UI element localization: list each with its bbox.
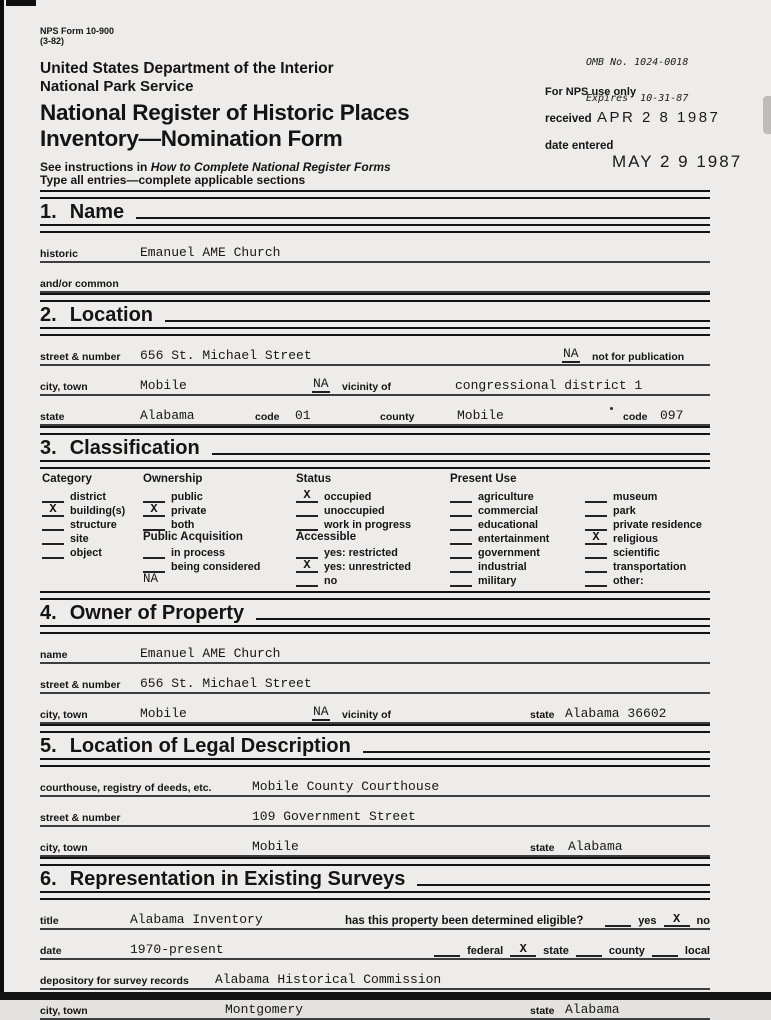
county-option-label: county xyxy=(608,945,645,957)
checkbox-educational xyxy=(450,517,549,531)
city-value: Mobile xyxy=(140,378,187,393)
not-for-publication-label: not for publication xyxy=(592,351,685,363)
scan-artifact-left-edge xyxy=(0,0,4,1000)
federal-label: federal xyxy=(467,945,504,957)
checkbox-label: other: xyxy=(613,575,644,587)
date-entered-label: date entered xyxy=(545,140,614,152)
checkbox-line xyxy=(585,559,607,573)
checkbox-label: structure xyxy=(70,519,117,531)
status-header: Status xyxy=(296,473,332,485)
survey-date-row xyxy=(40,930,710,960)
legal-state-value: Alabama xyxy=(568,839,623,854)
section2-rule-top xyxy=(40,293,710,302)
checkbox-label: park xyxy=(613,505,636,517)
section4-rule-top xyxy=(40,591,710,600)
heading-line xyxy=(256,618,710,620)
page-title-line2: Inventory—Nomination Form xyxy=(40,126,343,151)
state-code-label: code xyxy=(255,411,280,423)
checkbox-label: yes: restricted xyxy=(324,547,398,559)
section1-rule-top xyxy=(40,190,710,199)
owner-street-value: 656 St. Michael Street xyxy=(140,676,312,691)
owner-name-label: name xyxy=(40,649,68,661)
section6-rule-top xyxy=(40,857,710,866)
checkbox-line xyxy=(296,573,318,587)
depository-label: depository for survey records xyxy=(40,975,189,987)
checkbox-label: religious xyxy=(613,533,658,545)
checkbox-label: building(s) xyxy=(70,505,126,517)
section5-title: Location of Legal Description xyxy=(69,735,351,757)
local-option-label: local xyxy=(684,945,710,957)
survey-date-value: 1970-present xyxy=(130,942,224,957)
public-acquisition-header: Public Acquisition xyxy=(143,531,243,543)
section6-number: 6. xyxy=(40,868,57,890)
checkbox-line xyxy=(585,489,607,503)
owner-na-vicinity: NA xyxy=(313,704,329,719)
checkbox-scientific xyxy=(585,545,702,559)
legal-city-value: Mobile xyxy=(252,839,299,854)
county-code-label: code xyxy=(623,411,648,423)
checkbox-line xyxy=(296,517,318,531)
survey-title-label: title xyxy=(40,915,59,927)
legal-state-label: state xyxy=(530,842,555,854)
checkbox-park xyxy=(585,503,702,517)
checkbox-label: private residence xyxy=(613,519,702,531)
legal-street-label: street & number xyxy=(40,812,121,824)
ownership-column xyxy=(143,473,260,587)
checkbox-label: unoccupied xyxy=(324,505,385,517)
section2-title: Location xyxy=(69,304,154,326)
checkbox-line xyxy=(143,559,165,573)
section1-title: Name xyxy=(69,201,125,223)
county-value: Mobile xyxy=(457,408,504,423)
owner-vicinity-label: vicinity of xyxy=(342,709,392,721)
section4-heading xyxy=(40,600,710,625)
checkbox-line xyxy=(296,545,318,559)
agency-title: National Park Service xyxy=(40,78,194,95)
instructions-line1 xyxy=(40,160,391,174)
checkbox-in-process xyxy=(143,545,260,559)
checkbox-line xyxy=(450,531,472,545)
scan-artifact-dot xyxy=(610,407,613,410)
checkbox-label: museum xyxy=(613,491,658,503)
checkbox-label: scientific xyxy=(613,547,660,559)
legal-city-label: city, town xyxy=(40,842,88,854)
checkbox-label: industrial xyxy=(478,561,527,573)
checkbox-buildings xyxy=(42,503,125,517)
checkbox-line: X xyxy=(42,503,64,517)
heading-line xyxy=(212,453,710,455)
page-title-line1: National Register of Historic Places xyxy=(40,100,410,125)
checkbox-line xyxy=(576,943,602,957)
checkbox-transportation xyxy=(585,559,702,573)
checkbox-label: yes: unrestricted xyxy=(324,561,412,573)
received-date-stamp: APR 2 8 1987 xyxy=(597,109,721,126)
department-title: United States Department of the Interior xyxy=(40,60,334,77)
legal-street-row xyxy=(40,797,710,827)
checkbox-private xyxy=(143,503,260,517)
checkbox-line xyxy=(450,489,472,503)
owner-street-label: street & number xyxy=(40,679,121,691)
checkbox-label: no xyxy=(324,575,338,587)
checkbox-line: X xyxy=(585,531,607,545)
checkbox-label: site xyxy=(70,533,89,545)
checkbox-line xyxy=(585,517,607,531)
owner-name-row xyxy=(40,634,710,664)
checkbox-line xyxy=(585,503,607,517)
historic-name-row xyxy=(40,233,710,263)
checkbox-label: agriculture xyxy=(478,491,534,503)
nps-use-only-label: For NPS use only xyxy=(545,86,637,98)
present-use-column2 xyxy=(585,489,702,587)
county-label: county xyxy=(380,411,415,423)
checkbox-line xyxy=(605,913,631,927)
checkbox-being-considered xyxy=(143,559,260,573)
checkbox-label: government xyxy=(478,547,540,559)
section5-rule-top xyxy=(40,724,710,733)
county-code-value: 097 xyxy=(660,408,684,423)
survey-city-value: Montgomery xyxy=(225,1002,304,1017)
checkbox-line xyxy=(450,573,472,587)
checkbox-yes-unrestricted xyxy=(296,559,411,573)
courthouse-row xyxy=(40,767,710,797)
section6-heading xyxy=(40,866,710,891)
section3-title: Classification xyxy=(69,437,200,459)
section5-heading xyxy=(40,733,710,758)
present-use-header: Present Use xyxy=(450,473,517,485)
checkbox-military xyxy=(450,573,549,587)
checkbox-line xyxy=(42,489,64,503)
checkbox-label: transportation xyxy=(613,561,687,573)
date-entered-stamp: MAY 2 9 1987 xyxy=(612,152,743,171)
checkbox-line: X xyxy=(664,913,690,927)
scan-artifact-right xyxy=(763,96,771,134)
common-label: and/or common xyxy=(40,278,119,290)
section2-heading xyxy=(40,302,710,327)
checkbox-structure xyxy=(42,517,125,531)
checkbox-label: entertainment xyxy=(478,533,550,545)
courthouse-value: Mobile County Courthouse xyxy=(252,779,440,794)
scan-artifact-corner xyxy=(6,0,36,6)
courthouse-label: courthouse, registry of deeds, etc. xyxy=(40,782,212,794)
checkbox-entertainment xyxy=(450,531,549,545)
section1-heading xyxy=(40,199,710,224)
checkbox-no xyxy=(296,573,411,587)
checkbox-government xyxy=(450,545,549,559)
checkbox-line xyxy=(450,517,472,531)
common-name-row xyxy=(40,263,710,293)
section6-rule-bottom xyxy=(40,891,710,900)
checkbox-line xyxy=(143,545,165,559)
section3-rule-top xyxy=(40,426,710,435)
section3-number: 3. xyxy=(40,437,57,459)
form-number-line2: (3-82) xyxy=(40,36,65,46)
ownership-header: Ownership xyxy=(143,473,203,485)
scan-artifact-bottom-band xyxy=(0,992,771,1000)
checkbox-label: military xyxy=(478,575,517,587)
public-acquisition-na: NA xyxy=(143,572,159,586)
omb-expires-line: Expires 10-31-87 xyxy=(586,93,689,104)
present-use-column1 xyxy=(450,473,549,587)
checkbox-label: commercial xyxy=(478,505,539,517)
section4-title: Owner of Property xyxy=(69,602,245,624)
street-label: street & number xyxy=(40,351,121,363)
state-code-value: 01 xyxy=(295,408,311,423)
checkbox-unoccupied xyxy=(296,503,411,517)
yes-label: yes xyxy=(638,915,657,927)
owner-state-label: state xyxy=(530,709,555,721)
form-number-line1: NPS Form 10-900 xyxy=(40,26,115,36)
instructions-italic: How to Complete National Register Forms xyxy=(150,160,391,174)
depository-row xyxy=(40,960,710,990)
historic-label: historic xyxy=(40,248,78,260)
checkbox-line: X xyxy=(143,503,165,517)
state-label: state xyxy=(40,411,65,423)
survey-level-options xyxy=(434,943,710,957)
heading-line xyxy=(165,320,710,322)
checkbox-line xyxy=(42,545,64,559)
checkbox-line xyxy=(652,943,678,957)
checkbox-line xyxy=(585,545,607,559)
checkbox-label: private xyxy=(171,505,207,517)
historic-value: Emanuel AME Church xyxy=(140,245,281,260)
checkbox-line xyxy=(450,559,472,573)
checkbox-line: X xyxy=(510,943,536,957)
owner-state-value: Alabama 36602 xyxy=(565,706,667,721)
category-column xyxy=(42,473,125,559)
state-row xyxy=(40,396,710,426)
legal-street-value: 109 Government Street xyxy=(252,809,416,824)
checkbox-line: X xyxy=(296,489,318,503)
section5-number: 5. xyxy=(40,735,57,757)
checkbox-label: district xyxy=(70,491,106,503)
category-header: Category xyxy=(42,473,92,485)
section3-heading xyxy=(40,435,710,460)
checkbox-both xyxy=(143,517,260,531)
checkbox-line xyxy=(450,545,472,559)
checkbox-district xyxy=(42,489,125,503)
survey-state-value: Alabama xyxy=(565,1002,620,1017)
checkbox-label: work in progress xyxy=(324,519,411,531)
checkbox-line xyxy=(42,517,64,531)
owner-city-value: Mobile xyxy=(140,706,187,721)
section3-rule-bottom xyxy=(40,460,710,469)
form-content xyxy=(40,0,743,1020)
form-number xyxy=(40,26,114,46)
eligible-options xyxy=(605,913,710,927)
checkbox-line xyxy=(296,503,318,517)
checkbox-public xyxy=(143,489,260,503)
checkbox-yes-restricted xyxy=(296,545,411,559)
section4-rule-bottom xyxy=(40,625,710,634)
checkbox-museum xyxy=(585,489,702,503)
omb-number-line: OMB No. 1024-0018 xyxy=(586,57,689,68)
survey-title-row xyxy=(40,900,710,930)
checkbox-label: occupied xyxy=(324,491,372,503)
vicinity-label: vicinity of xyxy=(342,381,392,393)
accessible-header: Accessible xyxy=(296,531,357,543)
section2-rule-bottom xyxy=(40,327,710,336)
owner-name-value: Emanuel AME Church xyxy=(140,646,281,661)
legal-city-row xyxy=(40,827,710,857)
heading-line xyxy=(136,217,710,219)
heading-line xyxy=(363,751,710,753)
checkbox-site xyxy=(42,531,125,545)
checkbox-occupied xyxy=(296,489,411,503)
section2-number: 2. xyxy=(40,304,57,326)
checkbox-line xyxy=(585,573,607,587)
section5-rule-bottom xyxy=(40,758,710,767)
checkbox-object xyxy=(42,545,125,559)
checkbox-industrial xyxy=(450,559,549,573)
section1-number: 1. xyxy=(40,201,57,223)
checkbox-line xyxy=(143,489,165,503)
checkbox-other xyxy=(585,573,702,587)
classification-grid xyxy=(40,469,710,591)
state-option-label: state xyxy=(543,945,569,957)
state-value: Alabama xyxy=(140,408,195,423)
instructions-prefix: See instructions in xyxy=(40,160,151,174)
checkbox-line xyxy=(42,531,64,545)
checkbox-line: X xyxy=(296,559,318,573)
checkbox-work-in-progress xyxy=(296,517,411,531)
instructions-line2: Type all entries—complete applicable sections xyxy=(40,173,306,187)
owner-city-label: city, town xyxy=(40,709,88,721)
survey-date-label: date xyxy=(40,945,62,957)
checkbox-line xyxy=(450,503,472,517)
section6-title: Representation in Existing Surveys xyxy=(69,868,406,890)
na-not-for-publication: NA xyxy=(563,346,579,361)
checkbox-line xyxy=(434,943,460,957)
survey-city-label: city, town xyxy=(40,1005,88,1017)
eligible-question: has this property been determined eligible? xyxy=(345,915,584,927)
no-label: no xyxy=(696,915,710,927)
street-row xyxy=(40,336,710,366)
depository-value: Alabama Historical Commission xyxy=(215,972,442,987)
checkbox-label: both xyxy=(171,519,195,531)
checkbox-private-residence xyxy=(585,517,702,531)
checkbox-religious xyxy=(585,531,702,545)
section1-rule-bottom xyxy=(40,224,710,233)
checkbox-agriculture xyxy=(450,489,549,503)
street-value: 656 St. Michael Street xyxy=(140,348,312,363)
checkbox-label: object xyxy=(70,547,102,559)
checkbox-label: educational xyxy=(478,519,538,531)
heading-line xyxy=(417,884,710,886)
city-row xyxy=(40,366,710,396)
checkbox-label: public xyxy=(171,491,203,503)
owner-street-row xyxy=(40,664,710,694)
city-label: city, town xyxy=(40,381,88,393)
form-header xyxy=(40,0,743,190)
checkbox-label: being considered xyxy=(171,561,261,573)
survey-title-value: Alabama Inventory xyxy=(130,912,263,927)
section4-number: 4. xyxy=(40,602,57,624)
checkbox-label: in process xyxy=(171,547,226,559)
checkbox-line xyxy=(143,517,165,531)
received-label: received xyxy=(545,113,592,125)
owner-city-row xyxy=(40,694,710,724)
na-vicinity: NA xyxy=(313,376,329,391)
survey-state-label: state xyxy=(530,1005,555,1017)
status-column xyxy=(296,473,411,587)
checkbox-commercial xyxy=(450,503,549,517)
congressional-district-value: congressional district 1 xyxy=(455,378,643,393)
